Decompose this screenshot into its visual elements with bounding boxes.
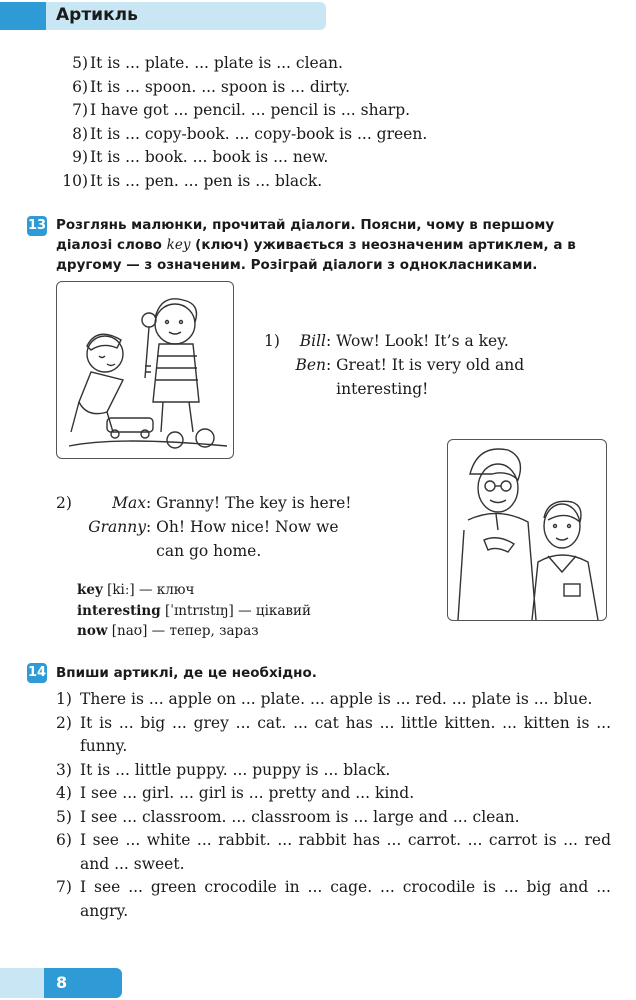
speaker-name: Max	[112, 494, 146, 512]
list-item: 1) There is ... apple on ... plate. ... apple is ... red. ... plate is ... blue.	[56, 690, 593, 708]
dialog-1-number: 1)	[264, 332, 280, 350]
list-item: 10) It is ... pen. ... pen is ... black.	[62, 171, 323, 190]
dialog-2: 2) Max : Granny! The key is here! Granny : Oh! How nice! Now we can go home.	[56, 491, 381, 563]
list-item: 6) I see ... white ... rabbit. ... rabbit has ... carrot. ... carrot is ... red and ... sweet.	[56, 831, 611, 873]
vocab-entry: now [naʊ] — тепер, зараз	[77, 623, 259, 639]
list-item: 4) I see ... girl. ... girl is ... pretty and ... kind.	[56, 784, 415, 802]
page-number: 8	[56, 973, 68, 992]
granny-boy-drawing	[448, 440, 606, 620]
speaker-name: Bill	[299, 332, 326, 350]
list-item: 9) It is ... book. ... book is ... new.	[72, 148, 329, 166]
vocabulary-box	[77, 580, 311, 642]
exercise-14-list	[56, 688, 611, 923]
boys-key-drawing	[57, 282, 233, 458]
list-item: 8) It is ... copy-book. ... copy-book is ... green.	[72, 124, 428, 143]
list-item: 7) I see ... green crocodile in ... cage. ... crocodile is ... big and ... angry.	[56, 878, 611, 920]
exercise-prev-list	[56, 52, 427, 193]
dialog-line: Great! It is very old and interesting!	[336, 356, 525, 398]
dialog-line: Oh! How nice! Now we can go home.	[156, 518, 339, 560]
dialog-line: Wow! Look! It’s a key.	[336, 332, 509, 350]
speaker-name: Ben	[295, 356, 326, 374]
vocab-entry: interesting [ˈɪntrɪstɪŋ] — цікавий	[77, 602, 311, 619]
list-item: 6) It is ... spoon. ... spoon is ... dirty.	[72, 77, 351, 96]
list-item: 2) It is ... big ... grey ... cat. ... cat has ... little kitten. ... kitten is ... funny.	[56, 713, 611, 755]
illustration-boys-with-key	[56, 281, 234, 459]
illustration-granny-and-boy	[447, 439, 607, 621]
speaker-name: Granny	[88, 518, 146, 536]
header-accent	[0, 2, 46, 30]
dialog-line: Granny! The key is here!	[156, 494, 352, 512]
task-14-badge: 14	[27, 663, 47, 683]
list-item: 7) I have got ... pencil. ... pencil is ... sharp.	[72, 101, 411, 119]
dialog-1: 1) Bill : Wow! Look! It’s a key. Ben : Great! It is very old and interesting!	[264, 329, 556, 401]
list-item: 5) It is ... plate. ... plate is ... clean.	[72, 54, 343, 72]
list-item: 5) I see ... classroom. ... classroom is ... large and ... clean.	[56, 807, 520, 826]
task-14-instruction: Впиши артиклі, де це необхідно.	[56, 665, 317, 681]
list-item: 3) It is ... little puppy. ... puppy is ... black.	[56, 760, 391, 779]
task-13-instruction: Розглянь малюнки, прочитай діалоги. Поясни, чому в першому діалозі слово key (ключ) уживається з неозначеним артиклем, а в другому — з означеним. Розіграй діалоги з однокласниками.	[56, 217, 576, 273]
vocab-entry: key [kiː] — ключ	[77, 582, 195, 598]
page-title: Артикль	[56, 5, 138, 25]
page-number-accent	[0, 968, 44, 998]
header-bar	[0, 2, 326, 30]
dialog-2-number: 2)	[56, 494, 72, 512]
task-13-badge: 13	[27, 216, 47, 236]
